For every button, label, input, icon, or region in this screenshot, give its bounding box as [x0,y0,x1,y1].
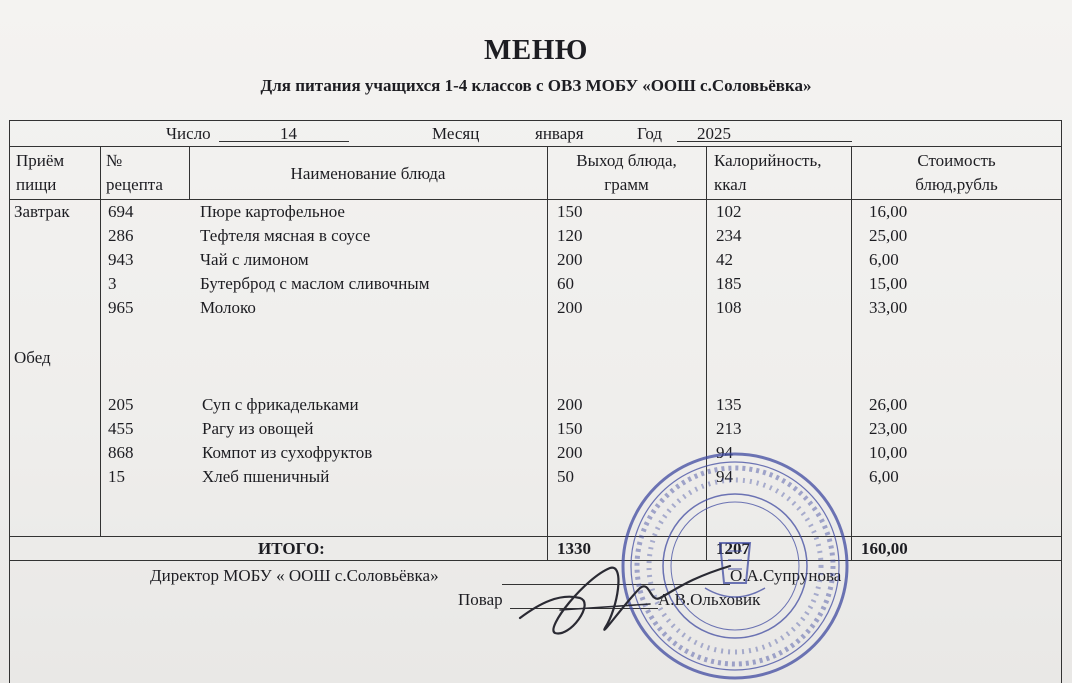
yield-cell: 150 [557,202,583,221]
total-calories: 1207 [716,539,750,558]
calories-cell: 213 [716,419,742,438]
year-value: 2025 [697,124,731,143]
header-meal [16,149,64,197]
calories-cell: 94 [716,443,733,462]
total-label: ИТОГО: [258,539,325,558]
recipe-cell: 205 [108,395,134,414]
header-calories-line2: ккал [714,175,747,194]
header-cost-line1: Стоимость [917,151,996,170]
header-recipe-line2: рецепта [106,175,163,194]
year-label: Год [637,124,662,143]
yield-cell: 200 [557,298,583,317]
col-divider-recipe [100,146,101,536]
header-calories-line1: Калорийность, [714,151,822,170]
calories-cell: 94 [716,467,733,486]
dish-cell: Суп с фрикадельками [202,395,359,414]
calories-cell: 234 [716,226,742,245]
total-cost: 160,00 [861,539,908,558]
director-name: О.А.Супрунова [730,566,842,585]
recipe-cell: 943 [108,250,134,269]
dish-cell: Компот из сухофруктов [202,443,373,462]
header-meal-line1: Приём [16,151,65,170]
header-recipe [106,149,163,197]
director-label: Директор МОБУ « ООШ с.Соловьёвка» [150,566,439,585]
dish-cell: Чай с лимоном [200,250,309,269]
cost-cell: 6,00 [869,467,899,486]
header-meal-line2: пищи [16,175,57,194]
calories-cell: 102 [716,202,742,221]
dish-cell: Тефтеля мясная в соусе [200,226,371,245]
col-divider-yield [547,146,548,560]
yield-cell: 150 [557,419,583,438]
recipe-cell: 868 [108,443,134,462]
dish-cell: Бутерброд с маслом сливочным [200,274,430,293]
cost-cell: 6,00 [869,250,899,269]
recipe-cell: 3 [108,274,117,293]
recipe-cell: 15 [108,467,125,486]
page-title: МЕНЮ [484,34,588,66]
day-label: Число [166,124,211,143]
month-value: января [535,124,584,143]
meal-label-breakfast: Завтрак [14,202,70,221]
recipe-cell: 965 [108,298,134,317]
header-recipe-line1: № [106,151,123,170]
page-subtitle: Для питания учащихся 1-4 классов с ОВЗ МОБУ «ООШ с.Соловьёвка» [260,76,812,95]
header-yield [547,149,706,197]
yield-cell: 200 [557,395,583,414]
total-yield: 1330 [557,539,591,558]
yield-cell: 200 [557,250,583,269]
meal-label-lunch: Обед [14,348,51,367]
header-bottom-rule [9,199,1062,200]
cook-label: Повар [458,590,503,609]
header-yield-line2: грамм [604,175,649,194]
calories-cell: 42 [716,250,733,269]
day-value: 14 [280,124,297,143]
yield-cell: 50 [557,467,574,486]
header-cost [851,149,1062,197]
recipe-cell: 694 [108,202,134,221]
cost-cell: 15,00 [869,274,908,293]
header-yield-line1: Выход блюда, [576,151,677,170]
cost-cell: 10,00 [869,443,908,462]
calories-cell: 185 [716,274,742,293]
dish-cell: Рагу из овощей [202,419,314,438]
cost-cell: 16,00 [869,202,908,221]
header-calories [714,149,822,197]
cost-cell: 33,00 [869,298,908,317]
cost-cell: 26,00 [869,395,908,414]
header-cost-line2: блюд,рубль [915,175,998,194]
calories-cell: 108 [716,298,742,317]
yield-cell: 200 [557,443,583,462]
recipe-cell: 286 [108,226,134,245]
handwritten-signature [500,548,740,658]
dish-cell: Пюре картофельное [200,202,345,221]
dish-cell: Хлеб пшеничный [202,467,330,486]
recipe-cell: 455 [108,419,134,438]
total-top-rule [9,536,1062,537]
dish-cell: Молоко [200,298,256,317]
cost-cell: 25,00 [869,226,908,245]
cost-cell: 23,00 [869,419,908,438]
month-label: Месяц [432,124,480,143]
cook-name: А.В.Ольховик [658,590,761,609]
header-dish: Наименование блюда [290,164,446,183]
calories-cell: 135 [716,395,742,414]
header-top-rule [9,146,1062,147]
yield-cell: 120 [557,226,583,245]
yield-cell: 60 [557,274,574,293]
